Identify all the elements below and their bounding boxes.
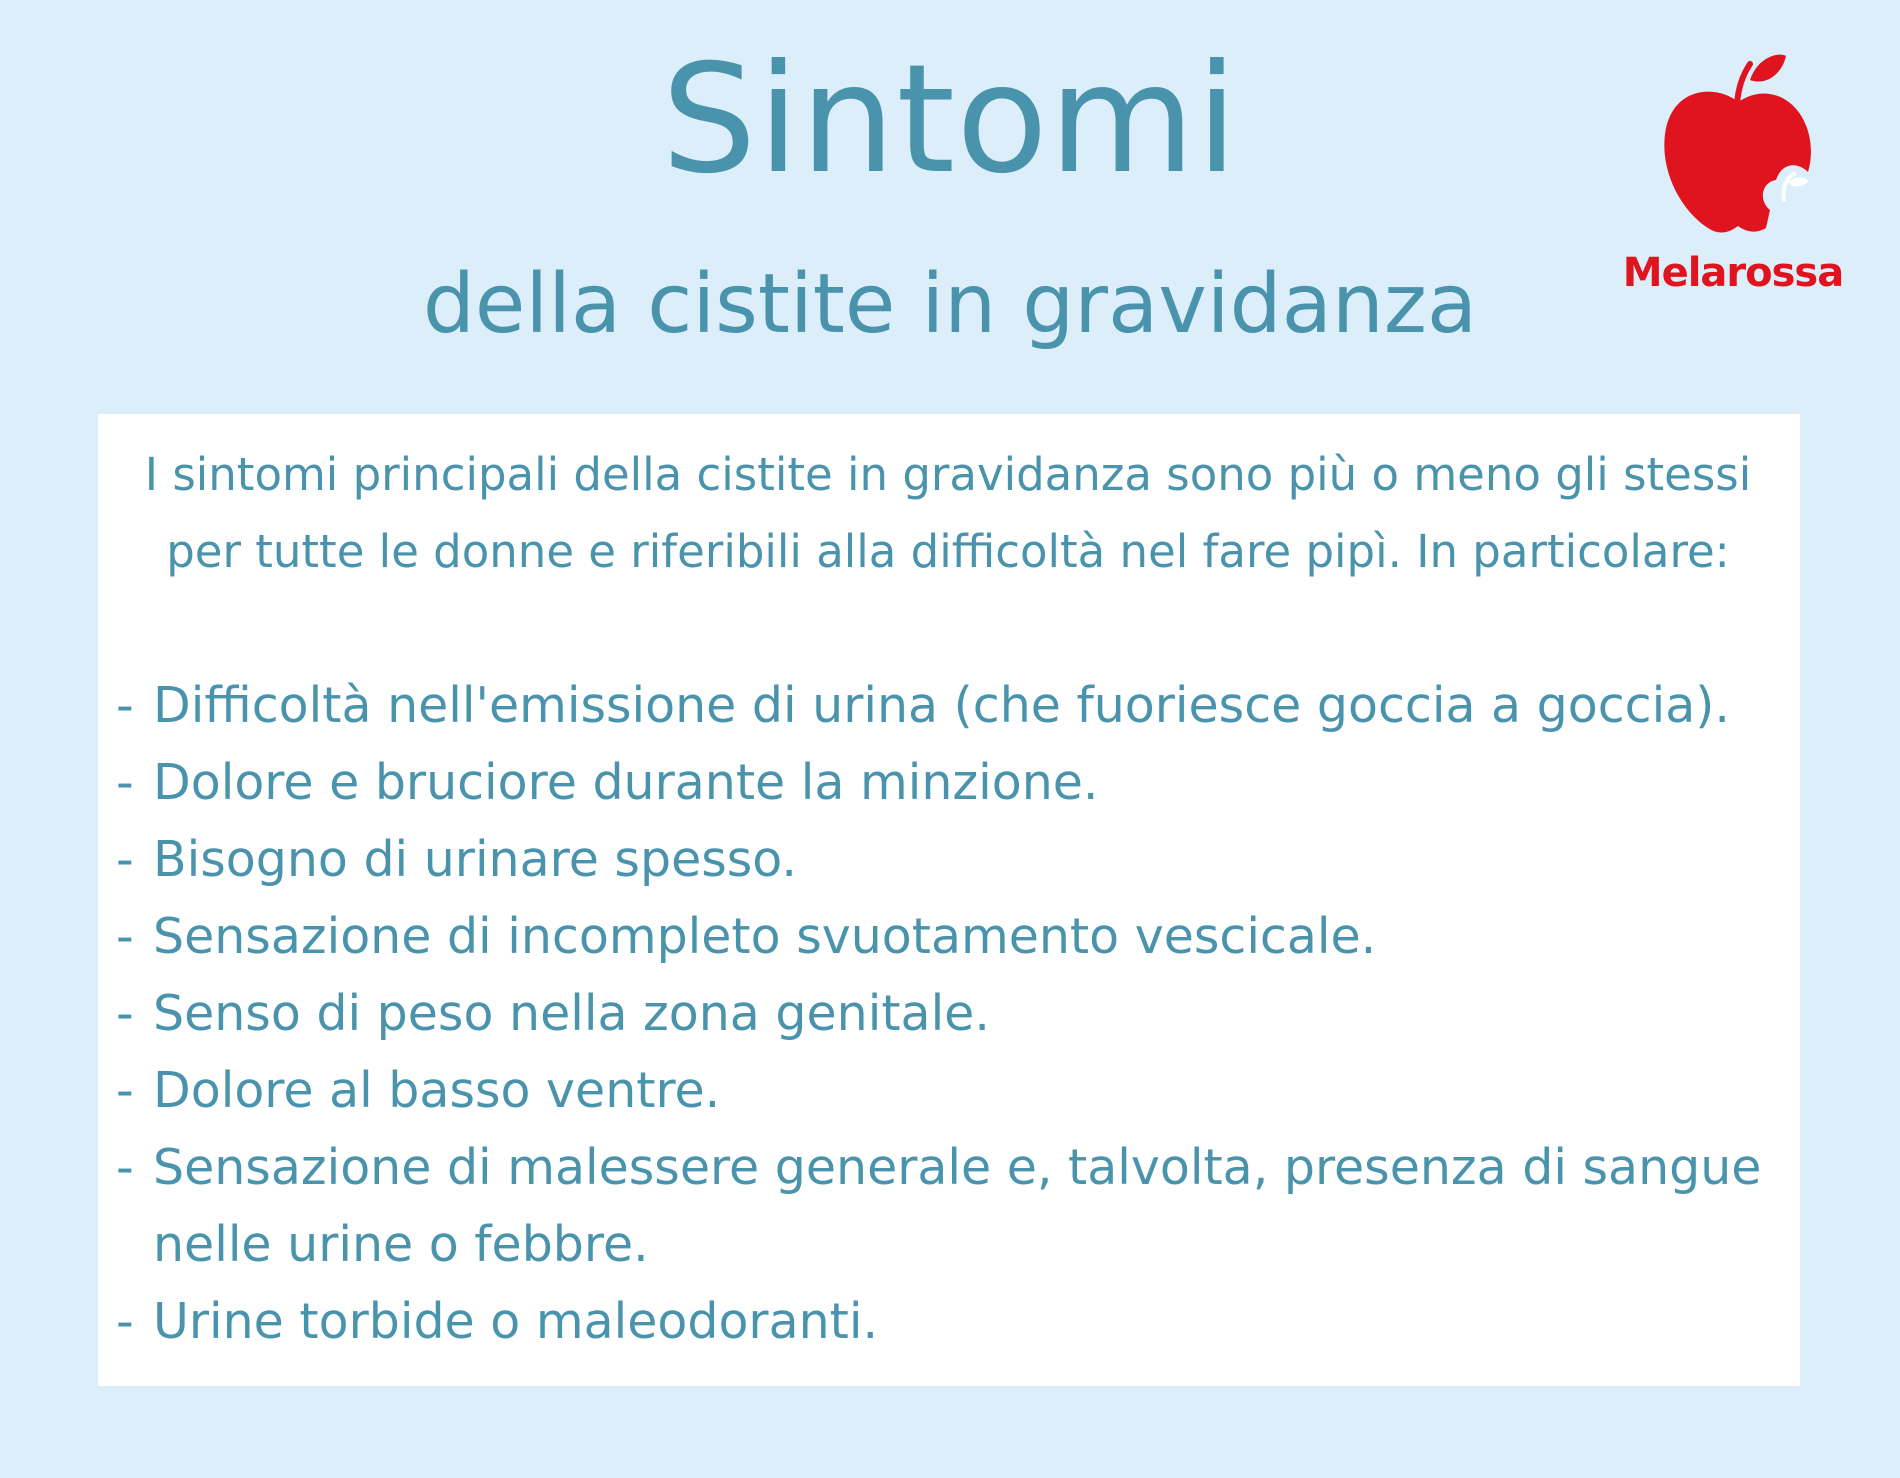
page-subtitle: della cistite in gravidanza	[422, 257, 1478, 352]
list-item: - Sensazione di malessere generale e, talvolta, presenza di sangue nelle urine o febbre.	[116, 1129, 1780, 1283]
symptom-list	[116, 667, 1780, 1360]
list-item: - Bisogno di urinare spesso.	[116, 821, 1780, 898]
intro-text: I sintomi principali della cistite in gravidanza sono più o meno gli stessi per tutte le donne e riferibili alla difficoltà nel fare pipì. In particolare:	[144, 448, 1752, 578]
content-card	[98, 414, 1800, 1386]
list-item: - Sensazione di incompleto svuotamento vescicale.	[116, 898, 1780, 975]
page-title: Sintomi	[661, 33, 1239, 207]
list-item: - Urine torbide o maleodoranti.	[116, 1283, 1780, 1360]
list-item: - Difficoltà nell'emissione di urina (che fuoriesce goccia a goccia).	[116, 667, 1780, 744]
list-item: - Dolore e bruciore durante la minzione.	[116, 744, 1780, 821]
brand-name: Melarossa	[1622, 250, 1844, 296]
brand-logo	[1618, 50, 1848, 300]
apple-icon	[1658, 50, 1818, 235]
list-item: - Dolore al basso ventre.	[116, 1052, 1780, 1129]
list-item: - Senso di peso nella zona genitale.	[116, 975, 1780, 1052]
